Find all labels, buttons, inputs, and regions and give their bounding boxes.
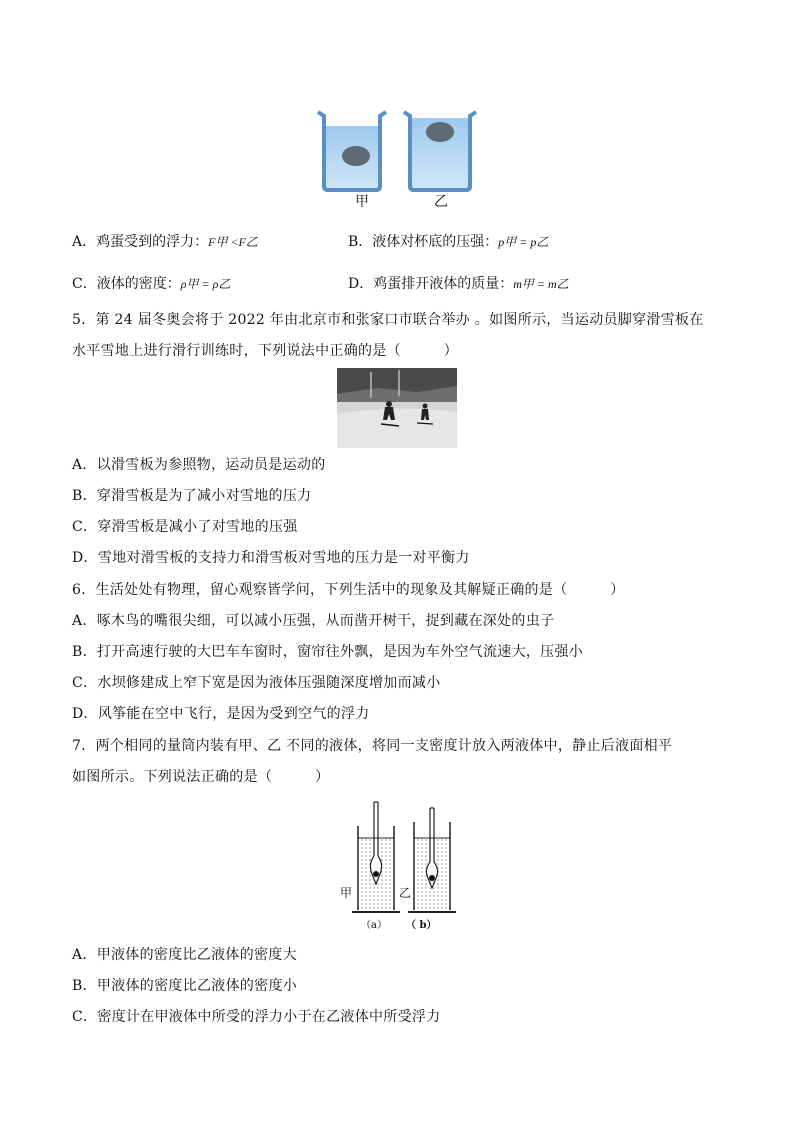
egg-left xyxy=(342,146,370,166)
q4-option-c[interactable]: C．液体的密度：ρ甲 = ρ乙 xyxy=(72,276,231,292)
q4-option-d[interactable]: D．鸡蛋排开液体的质量：m甲 = m乙 xyxy=(348,276,569,292)
q5-stem-line1: 5．第 24 届冬奥会将于 2022 年由北京市和张家口市联合举办 。如图所示，当运动员脚穿滑雪板在 xyxy=(72,312,704,328)
q6-option-c[interactable]: C．水坝修建成上窄下宽是因为液体压强随深度增加而减小 xyxy=(72,675,441,691)
fig7-caption-b: （ b） xyxy=(406,920,437,931)
fig7-label-jia: 甲 xyxy=(340,886,353,900)
q6-stem: 6．生活处处有物理，留心观察皆学问，下列生活中的现象及其解疑正确的是（ ） xyxy=(72,582,625,598)
egg-right xyxy=(426,122,454,142)
fig7-label-yi: 乙 xyxy=(399,886,412,900)
q5-stem-line2: 水平雪地上进行滑行训练时，下列说法中正确的是（ ） xyxy=(72,343,459,359)
q7-stem-line1: 7．两个相同的量筒内装有甲、乙 不同的液体，将同一支密度计放入两液体中，静止后液面相平 xyxy=(72,738,673,754)
q7-stem-line2: 如图所示。下列说法正确的是（ ） xyxy=(72,769,330,785)
q5-option-c[interactable]: C．穿滑雪板是减小了对雪地的压强 xyxy=(72,519,298,535)
q6-option-d[interactable]: D．风筝能在空中飞行，是因为受到空气的浮力 xyxy=(72,706,370,722)
q6-option-b[interactable]: B．打开高速行驶的大巴车车窗时，窗帘往外飘，是因为车外空气流速大，压强小 xyxy=(72,644,584,660)
q4-option-b[interactable]: B．液体对杯底的压强：p甲 = p乙 xyxy=(348,234,549,250)
q5-option-a[interactable]: A．以滑雪板为参照物，运动员是运动的 xyxy=(72,457,326,473)
skiers-photo xyxy=(337,368,457,448)
q6-option-a[interactable]: A．啄木鸟的嘴很尖细，可以减小压强，从而凿开树干，捉到藏在深处的虫子 xyxy=(72,613,555,629)
q7-option-a[interactable]: A．甲液体的密度比乙液体的密度大 xyxy=(72,947,297,963)
q7-option-b[interactable]: B．甲液体的密度比乙液体的密度小 xyxy=(72,978,298,994)
beakers-egg-figure xyxy=(316,108,480,192)
q5-option-b[interactable]: B．穿滑雪板是为了减小对雪地的压力 xyxy=(72,488,312,504)
q5-option-d[interactable]: D．雪地对滑雪板的支持力和滑雪板对雪地的压力是一对平衡力 xyxy=(72,550,470,566)
q7-option-c[interactable]: C．密度计在甲液体中所受的浮力小于在乙液体中所受浮力 xyxy=(72,1009,441,1025)
q4-option-a[interactable]: A．鸡蛋受到的浮力：F甲 <F乙 xyxy=(72,234,258,250)
fig4-label-jia: 甲 xyxy=(355,194,369,210)
fig7-caption-a: （a） xyxy=(361,920,387,931)
fig4-label-yi: 乙 xyxy=(434,194,448,210)
